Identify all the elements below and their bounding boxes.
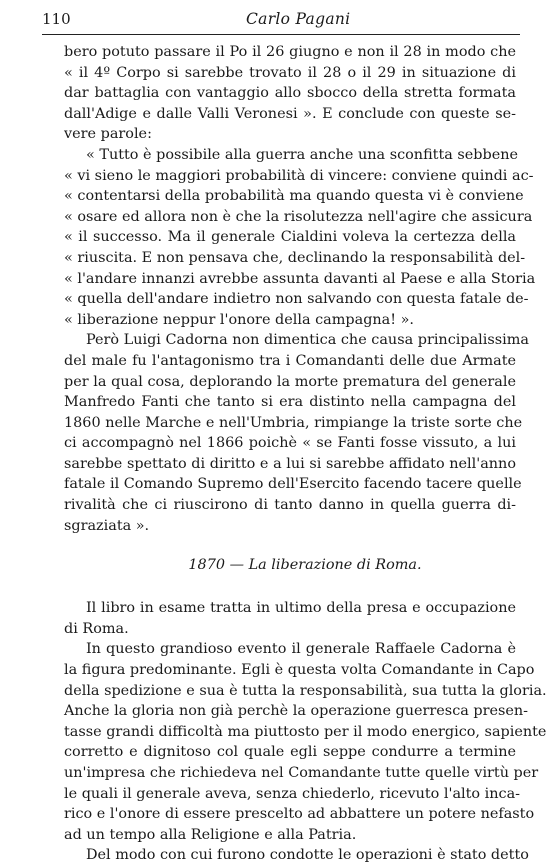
page-number: 110 <box>42 10 71 28</box>
quote-line: « Tutto è possibile alla guerra anche una sconfitta sebbene <box>86 146 519 163</box>
body-text <box>64 42 547 866</box>
quote-line: « quella dell'andare indietro non salvando con questa fatale de- <box>64 291 529 308</box>
text-line: ci accompagnò nel 1866 poichè « se Fanti fosse vissuto, a lui <box>64 435 516 452</box>
text-line: della spedizione e sua è tutta la responsabilità, sua tutta la gloria. <box>64 682 547 699</box>
text-line: per la qual cosa, deplorando la morte prematura del generale <box>64 373 516 390</box>
text-line: tasse grandi difficoltà ma piuttosto per il modo energico, sapiente <box>64 723 547 740</box>
text-line: ad un tempo alla Religione e alla Patria. <box>64 826 357 843</box>
text-line: Anche la gloria non già perchè la operazione guerresca presen- <box>64 703 529 720</box>
text-line: Però Luigi Cadorna non dimentica che causa principalissima <box>86 332 529 349</box>
text-line: le quali il generale aveva, senza chiederlo, ricevuto l'alto inca- <box>64 785 521 802</box>
quote-line: « l'andare innanzi avrebbe assunta davanti al Paese e alla Storia <box>64 270 536 287</box>
text-line: bero potuto passare il Po il 26 giugno e non il 28 in modo che <box>64 44 516 60</box>
text-line: Manfredo Fanti che tanto si era distinto nella campagna del <box>64 394 516 411</box>
text-line: dall'Adige e dalle Valli Veronesi ». E conclude con queste se- <box>64 105 516 122</box>
text-line: fatale il Comando Supremo dell'Esercito facendo tacere quelle <box>64 476 522 493</box>
text-line: sarebbe spettato di diritto e a lui si sarebbe affidato nell'anno <box>64 455 516 472</box>
text-line: 1860 nelle Marche e nell'Umbria, rimpiange la triste sorte che <box>64 414 523 431</box>
quote-line: « contentarsi della probabilità ma quando questa vi è conviene <box>64 188 524 205</box>
text-line: « il 4º Corpo si sarebbe trovato il 28 o il 29 in situazione di <box>64 64 516 81</box>
text-line: sgraziata ». <box>64 517 150 534</box>
text-line: del male fu l'antagonismo tra i Comandanti delle due Armate <box>64 352 516 369</box>
text-line: vere parole: <box>64 126 152 143</box>
quote-line: « il successo. Ma il generale Cialdini voleva la certezza della <box>64 229 516 246</box>
quote-line: « vi sieno le maggiori probabilità di vincere: conviene quindi ac- <box>64 167 534 184</box>
page-header <box>42 6 520 35</box>
text-line: di Roma. <box>64 620 129 637</box>
text-line: Del modo con cui furono condotte le operazioni è stato detto <box>86 847 529 864</box>
text-line: In questo grandioso evento il generale Raffaele Cadorna è <box>86 641 516 658</box>
text-line: dar battaglia con vantaggio allo sbocco della stretta formata <box>64 85 516 102</box>
section-title: 1870 — La liberazione di Roma. <box>188 557 422 574</box>
text-line: corretto e dignitoso col quale egli seppe condurre a termine <box>64 744 516 761</box>
quote-line: « osare ed allora non è che la risolutezza nell'agire che assicura <box>64 208 533 225</box>
text-line: rivalità che ci riuscirono di tanto danno in quella guerra di- <box>64 497 516 514</box>
text-line: la figura predominante. Egli è questa volta Comandante in Capo <box>64 662 535 679</box>
text-line: Il libro in esame tratta in ultimo della presa e occupazione <box>86 600 516 617</box>
quote-line: « liberazione neppur l'onore della campagna! ». <box>64 311 414 328</box>
running-head: Carlo Pagani <box>246 10 351 28</box>
text-line: un'impresa che richiedeva nel Comandante tutte quelle virtù per <box>64 765 539 781</box>
quote-line: « riuscita. E non pensava che, declinando la responsabilità del- <box>64 249 526 266</box>
text-line: rico e l'onore di essere prescelto ad abbattere un potere nefasto <box>64 806 535 823</box>
